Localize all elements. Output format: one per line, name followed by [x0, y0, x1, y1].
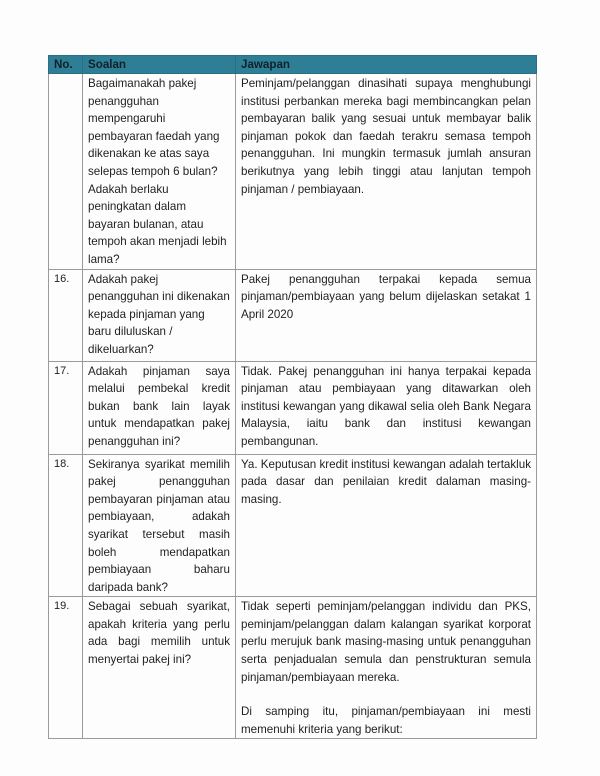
question-cell: Adakah pakej penangguhan ini dikenakan kepada pinjaman yang baru diluluskan / dikeluarkan? — [83, 269, 236, 361]
table-row — [49, 597, 537, 739]
row-number: 18. — [49, 454, 83, 597]
header-question: Soalan — [83, 56, 236, 74]
question-cell: Bagaimanakah pakej penangguhan mempengaruhi pembayaran faedah yang dikenakan ke atas saya selepas tempoh 6 bulan? Adakah berlaku peningkatan dalam bayaran bulanan, atau tempoh akan menjadi lebih lama? — [83, 74, 236, 270]
question-cell: Sebagai sebuah syarikat, apakah kriteria yang perlu ada bagi memilih untuk menyertai pakej ini? — [83, 597, 236, 739]
faq-table — [48, 55, 537, 739]
question-cell: Adakah pinjaman saya melalui pembekal kredit bukan bank lain layak untuk mendapatkan pakej penangguhan ini? — [83, 361, 236, 454]
answer-paragraph: Pakej penangguhan terpakai kepada semua pinjaman/pembiayaan yang belum dijelaskan setakat 1 April 2020 — [241, 272, 531, 321]
table-row — [49, 454, 537, 597]
header-answer: Jawapan — [236, 56, 537, 74]
answer-cell — [236, 361, 537, 454]
table-row — [49, 269, 537, 361]
table-row — [49, 361, 537, 454]
answer-paragraph: Peminjam/pelanggan dinasihati supaya menghubungi institusi perbankan mereka bagi membincangkan pelan pembayaran balik yang sesuai untuk membayar balik pinjaman pokok dan faedah terakru semasa tempoh penangguhan. Ini mungkin termasuk jumlah ansuran berikutnya yang lebih tinggi atau lanjutan tempoh pinjaman / pembiayaan. — [241, 77, 531, 196]
answer-cell — [236, 454, 537, 597]
answer-cell — [236, 74, 537, 270]
row-number: 16. — [49, 269, 83, 361]
question-cell: Sekiranya syarikat memilih pakej penangguhan pembayaran pinjaman atau pembiayaan, adakah syarikat tersebut masih boleh mendapatkan pembiayaan baharu daripada bank? — [83, 454, 236, 597]
answer-cell — [236, 597, 537, 739]
answer-paragraph: Di samping itu, pinjaman/pembiayaan ini mesti memenuhi kriteria yang berikut: — [241, 705, 531, 736]
row-number — [49, 74, 83, 270]
row-number: 19. — [49, 597, 83, 739]
row-number: 17. — [49, 361, 83, 454]
answer-paragraph: Ya. Keputusan kredit institusi kewangan adalah tertakluk pada dasar dan penilaian kredit dalaman masing-masing. — [241, 457, 531, 506]
header-no: No. — [49, 56, 83, 74]
answer-paragraph: Tidak. Pakej penangguhan ini hanya terpakai kepada pinjaman atau pembiayaan yang ditawarkan oleh institusi kewangan yang dikawal selia oleh Bank Negara Malaysia, iaitu bank dan institusi kewangan pembangunan. — [241, 364, 531, 448]
table-row — [49, 74, 537, 270]
table-header-row — [49, 56, 537, 74]
answer-cell — [236, 269, 537, 361]
answer-paragraph: Tidak seperti peminjam/pelanggan individu dan PKS, peminjam/pelanggan dalam kalangan syarikat korporat perlu merujuk bank masing-masing untuk penangguhan serta penjadualan semula dan penstrukturan semula pinjaman/pembiayaan mereka. — [241, 600, 531, 684]
